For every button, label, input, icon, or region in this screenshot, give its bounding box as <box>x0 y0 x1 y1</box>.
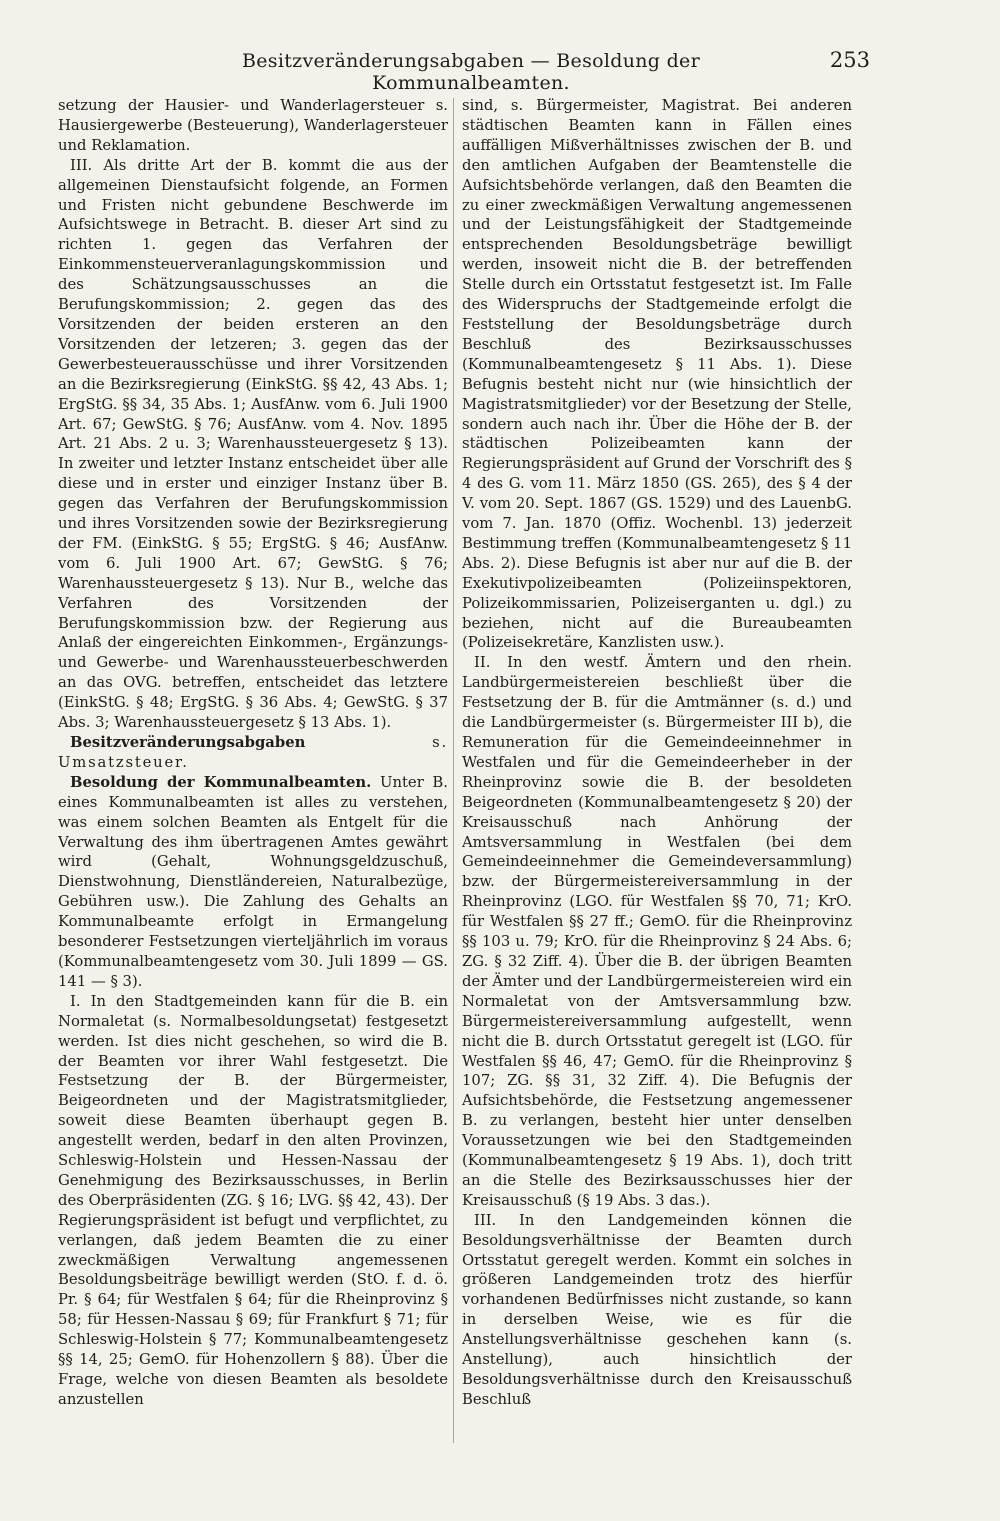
running-title: Besitzveränderungsabgaben — Besoldung der Kommunalbeamten. <box>242 50 700 94</box>
paragraph: III. Als dritte Art der B. kommt die aus der allgemeinen Dienstaufsicht folgende, an Formen und Fristen nicht gebundene Beschwerde im Aufsichtswege in Betracht. B. dieser Art sind zu richten 1. gegen das Verfahren der Einkommensteuerveranlagungskommission und des Schätzungsausschusses an die Berufungskommission; 2. gegen das des Vorsitzenden der beiden ersteren an den Vorsitzenden der letzeren; 3. gegen das der Gewerbesteuerausschüsse und ihrer Vorsitzenden an die Bezirksregierung (EinkStG. §§ 42, 43 Abs. 1; ErgStG. §§ 34, 35 Abs. 1; AusfAnw. vom 6. Juli 1900 Art. 67; GewStG. § 76; AusfAnw. vom 4. Nov. 1895 Art. 21 Abs. 2 u. 3; Warenhaussteuergesetz § 13). In zweiter und letzter Instanz entscheidet über alle diese und in erster und einziger Instanz über B. gegen das Verfahren der Berufungskommission und ihres Vorsitzenden sowie der Bezirksregierung der FM. (EinkStG. § 55; ErgStG. § 46; AusfAnw. vom 6. Juli 1900 Art. 67; GewStG. § 76; Warenhaussteuergesetz § 13). Nur B., welche das Verfahren des Vorsitzenden der Berufungskommission bzw. der Regierung aus Anlaß der eingereichten Einkommen-, Ergänzungs- und Gewerbe- und Warenhaussteuerbeschwerden an das OVG. betreffen, entscheidet das letztere (EinkStG. § 48; ErgStG. § 36 Abs. 4; GewStG. § 37 Abs. 3; Warenhaussteuergesetz § 13 Abs. 1). <box>58 156 448 732</box>
entry-besoldung <box>58 773 448 992</box>
left-column <box>58 96 448 1456</box>
column-divider <box>453 98 454 1443</box>
entry-besitzveraenderungsabgaben <box>58 733 448 773</box>
paragraph: II. In den westf. Ämtern und den rhein. Landbürgermeistereien beschließt über die Festsetzung der B. für die Amtmänner (s. d.) und die Landbürgermeister (s. Bürgermeister III b), die Remuneration für die Gemeindeeinnehmer in Westfalen und für die Gemeindeerheber in der Rheinprovinz sowie die B. der besoldeten Beigeordneten (Kommunalbeamtengesetz § 20) der Kreisausschuß nach Anhörung der Amtsversammlung in Westfalen (bei dem Gemeindeeinnehmer die Gemeindeversammlung) bzw. der Bürgermeistereiversammlung in der Rheinprovinz (LGO. für Westfalen §§ 70, 71; KrO. für Westfalen §§ 27 ff.; GemO. für die Rheinprovinz §§ 103 u. 79; KrO. für die Rheinprovinz § 24 Abs. 6; ZG. § 32 Ziff. 4). Über die B. der übrigen Beamten der Ämter und der Landbürgermeistereien wird ein Normaletat von der Amtsversammlung bzw. Bürgermeistereiversammlung aufgestellt, wenn nicht die B. durch Ortsstatut geregelt ist (LGO. für Westfalen §§ 46, 47; GemO. für die Rheinprovinz § 107; ZG. §§ 31, 32 Ziff. 4). Die Befugnis der Aufsichtsbehörde, die Festsetzung angemessener B. zu verlangen, besteht hier unter denselben Voraussetzungen wie bei den Stadtgemeinden (Kommunalbeamtengesetz § 19 Abs. 1), doch tritt an die Stelle des Bezirksausschusses hier der Kreisausschuß (§ 19 Abs. 3 das.). <box>462 654 852 1209</box>
paragraph: setzung der Hausier- und Wanderlagersteuer s. Hausiergewerbe (Besteuerung), Wanderlagersteuer und Reklamation. <box>58 97 448 154</box>
entry-headword: Besoldung der Kommunalbeamten. <box>70 773 372 791</box>
entry-headword: Besitzveränderungsabgaben <box>70 734 306 751</box>
paragraph: I. In den Stadtgemeinden kann für die B. ein Normaletat (s. Normalbesoldungsetat) festgesetzt werden. Ist dies nicht geschehen, so wird die B. der Beamten vor ihrer Wahl festgesetzt. Die Festsetzung der B. der Bürgermeister, Beigeordneten und der Magistratsmitglieder, soweit diese Beamten überhaupt gegen B. angestellt werden, bedarf in den alten Provinzen, Schleswig-Holstein und Hessen-Nassau der Genehmigung des Bezirksausschusses, in Berlin des Oberpräsidenten (ZG. § 16; LVG. §§ 42, 43). Der Regierungspräsident ist befugt und verpflichtet, zu verlangen, daß jedem Beamten die zu einer zweckmäßigen Verwaltung angemessenen Besoldungsbeiträge bewilligt werden (StO. f. d. ö. Pr. § 64; für Westfalen § 64; für die Rheinprovinz § 58; für Hessen-Nassau § 69; für Frankfurt § 71; für Schleswig-Holstein § 77; Kommunalbeamtengesetz §§ 14, 25; GemO. für Hohenzollern § 88). Über die Frage, welche von diesen Beamten als besoldete anzustellen <box>58 992 448 1408</box>
cross-reference: s. Umsatzsteuer. <box>58 734 448 771</box>
paragraph: III. In den Landgemeinden können die Besoldungsverhältnisse der Beamten durch Ortsstatut geregelt werden. Kommt ein solches in größeren Landgemeinden trotz des hierfür vorhandenen Bedürfnisses nicht zustande, so kann in derselben Weise, wie es für die Anstellungsverhältnisse geschehen kann (s. Anstellung), auch hinsichtlich der Besoldungsverhältnisse durch den Kreisausschuß Beschluß <box>462 1211 852 1408</box>
right-column <box>462 96 852 1456</box>
paragraph: sind, s. Bürgermeister, Magistrat. Bei anderen städtischen Beamten kann in Fällen eines auffälligen Mißverhältnisses zwischen der B. und den amtlichen Aufgaben der Beamtenstelle die Aufsichtsbehörde verlangen, daß den Beamten die zu einer zweckmäßigen Verwaltung angemessenen und der Leistungsfähigkeit der Stadtgemeinde entsprechenden Besoldungsbeträge bewilligt werden, insoweit nicht die B. der betreffenden Stelle durch ein Ortsstatut festgesetzt ist. Im Falle des Widerspruchs der Stadtgemeinde erfolgt die Feststellung der Besoldungsbeträge durch Beschluß des Bezirksausschusses (Kommunalbeamtengesetz § 11 Abs. 1). Diese Befugnis besteht nicht nur (wie hinsichtlich der Magistratsmitglieder) vor der Besetzung der Stelle, sondern auch nach ihr. Über die Höhe der B. der städtischen Polizeibeamten kann der Regierungspräsident auf Grund der Vorschrift des § 4 des G. vom 11. März 1850 (GS. 265), des § 4 der V. vom 20. Sept. 1867 (GS. 1529) und des LauenbG. vom 7. Jan. 1870 (Offiz. Wochenbl. 13) jederzeit Bestimmung treffen (Kommunalbeamtengesetz § 11 Abs. 2). Diese Befugnis ist aber nur auf die B. der Exekutivpolizeibeamten (Polizeiinspektoren, Polizeikommissarien, Polizeiserganten u. dgl.) zu beziehen, nicht auf die Bureaubeamten (Polizeisekretäre, Kanzlisten usw.). <box>462 97 852 652</box>
entry-text: Unter B. eines Kommunalbeamten ist alles zu verstehen, was einem solchen Beamten als Entgelt für die Verwaltung des ihm übertragenen Amtes gewährt wird (Gehalt, Wohnungsgeldzuschuß, Dienstwohnung, Dienstländereien, Naturalbezüge, Gebühren usw.). Die Zahlung des Gehalts an Kommunalbeamte erfolgt in Ermangelung besonderer Festsetzungen vierteljährlich im voraus (Kommunalbeamtengesetz vom 30. Juli 1899 — GS. 141 — § 3). <box>58 773 448 990</box>
page-number: 253 <box>829 48 870 72</box>
page-header <box>58 48 870 94</box>
